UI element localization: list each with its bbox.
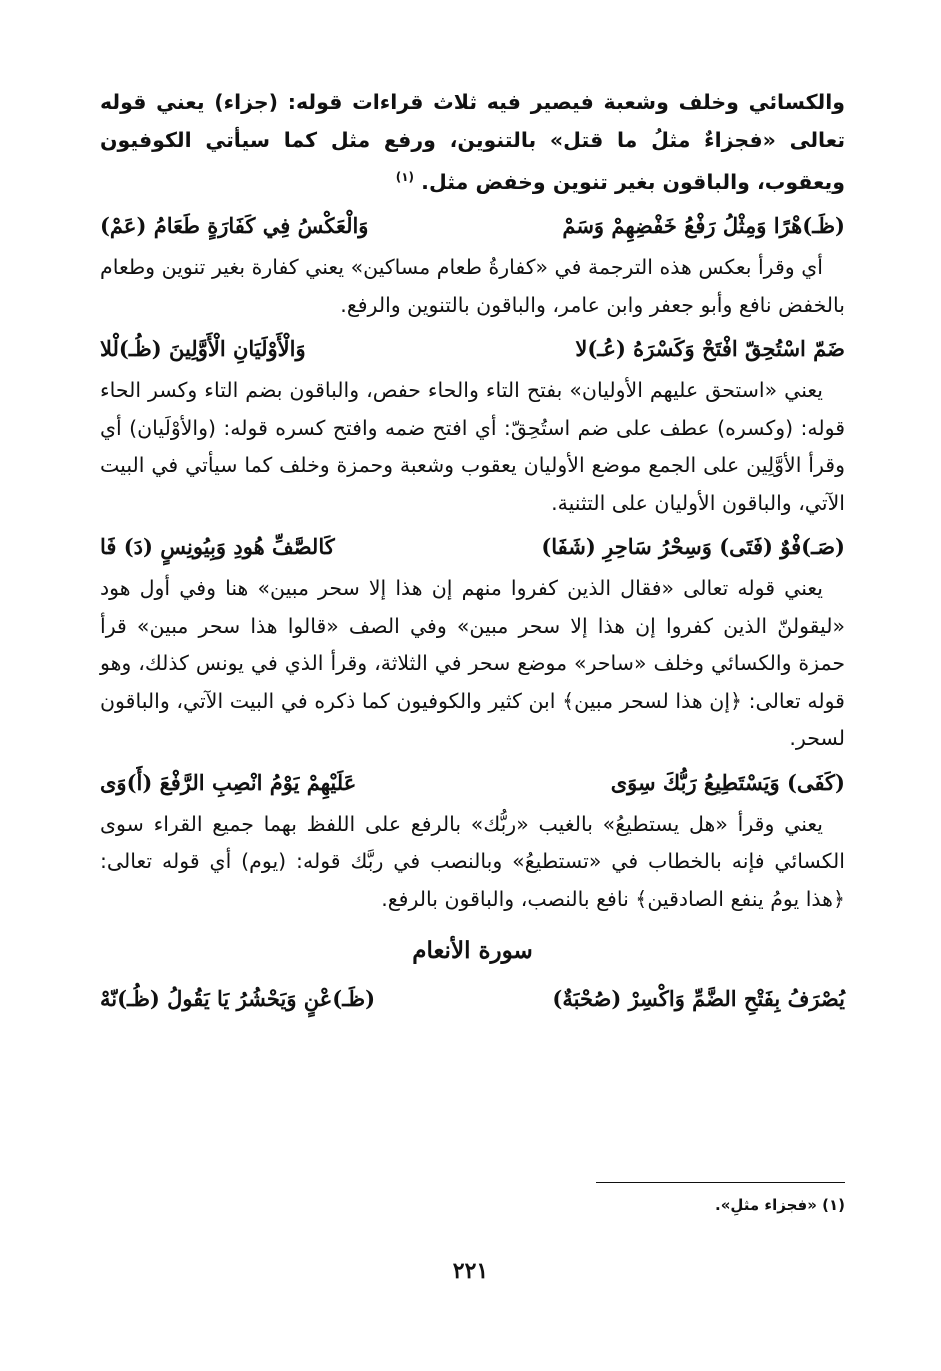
verse-line-1 <box>100 209 845 243</box>
page-number: ٢٢١ <box>452 1258 489 1284</box>
verse-hemistich-right: ضَمّ اسْتُحِقّ افْتَحْ وَكَسْرَهُ (عُـ)لا <box>575 336 845 362</box>
verse-hemistich-left: كَالصَّفِّ هُودِ وَبِيُونِسٍ (دَ) فَا <box>100 534 335 560</box>
verse-hemistich-right: يُصْرَفُ بِفَتْحِ الضَّمِّ وَاكْسِرْ (صُحْبَةٌ) <box>552 986 845 1012</box>
verse-hemistich-left: وَالْأَوْلَيَانِ الْأَوَّلِينَ (ظُـ)لْلا <box>100 336 306 362</box>
verse-hemistich-right: (كَفَى) وَيَسْتَطِيعُ رَبُّكَ سِوَى <box>610 769 845 795</box>
commentary-paragraph-1: أي وقرأ بعكس هذه الترجمة في «كفارةُ طعام مساكين» يعني كفارة بغير تنوين وطعام بالخفض نافع وأبو جعفر وابن عامر، والباقون بالتنوين والرفع. <box>100 255 845 317</box>
verse-line-2 <box>100 332 845 366</box>
verse-line-3 <box>100 530 845 564</box>
verse-hemistich-left: عَلَيْهِمْ يَوْمُ انْصِبِ الرَّفْعَ (أَ)وَى <box>100 769 357 795</box>
surah-title: سورة الأنعام <box>412 937 533 965</box>
commentary-paragraph-4: يعني وقرأ «هل يستطيعُ» بالغيب «ربُّك» بالرفع على اللفظ بهما جميع القراء سوى الكسائي فإنه بالخطاب في «تستطيعُ» وبالنصب في ربَّك قوله: (يوم) أي قوله تعالى: ﴿هذا يومُ ينفع الصادقين﴾ نافع بالنصب، والباقون بالرفع. <box>100 811 845 911</box>
intro-paragraph <box>100 84 845 201</box>
verse-hemistich-right: (ظَـ)هْرًا وَمِثْلُ رَفْعُ خَفْضِهِمْ وَسَمْ <box>562 213 845 239</box>
footnote-text: «فجزاء مثلِ». <box>715 1196 817 1214</box>
verse-line-4 <box>100 766 845 800</box>
verse-hemistich-left: وَالْعَكْسُ فِي كَفَارَةٍ طَعَامُ (عَمْ) <box>100 213 369 239</box>
footnote <box>715 1196 845 1214</box>
page-body <box>100 84 845 1022</box>
footnote-divider <box>596 1182 845 1183</box>
verse-hemistich-right: (صَـ)فْوٌ (فَتَى) وَسِحْرُ سَاحِرِ (شَفَا) <box>541 534 845 560</box>
intro-line-1: والكسائي وخلف وشعبة فيصير فيه ثلاث قراءات قوله: (جزاء) يعني قوله تعالى <box>100 90 846 152</box>
commentary-paragraph-2: يعني «استحق عليهم الأوليان» بفتح التاء والحاء حفص، والباقون بضم التاء وكسر الحاء قوله: (وكسره) عطف على ضم استُحِقّ: أي افتح ضمه وافتح كسره قوله: (والأوْلَيان) أي وقرأ الأوَّلِين على الجمع موضع الأوليان يعقوب وشعبة وحمزة وخلف كما سيأتي في البيت الآتي، والباقون الأوليان على التثنية. <box>100 378 845 515</box>
footnote-marker: (١) <box>395 170 415 184</box>
verse-hemistich-left: (ظَـ)عْنٍ وَيَحْشُرُ يَا يَقُولُ (ظُـ)نّهْ <box>100 986 376 1012</box>
footnote-number: (١) <box>822 1196 845 1214</box>
intro-line-2: «فجزاءٌ مثلُ ما قتل» بالتنوين، ورفع مثل كما سيأتي الكوفيون ويعقوب، والباقون <box>100 127 845 194</box>
verse-line-5 <box>100 982 845 1016</box>
commentary-paragraph-3: يعني قوله تعالى «فقال الذين كفروا منهم إن هذا إلا سحر مبين» هنا وفي أول هود «ليقولنّ الذين كفروا إن هذا إلا سحر مبين» وفي الصف «قالوا هذا سحر مبين» قرأ حمزة والكسائي وخلف «ساحر» موضع سحر في الثلاثة، وقرأ الذي في يونس كذلك، وهو قوله تعالى: ﴿إن هذا لسحر مبين﴾ ابن كثير والكوفيون كما ذكره في البيت الآتي، والباقون لسحر. <box>100 576 845 751</box>
intro-line-3: بغير تنوين وخفض مثل. <box>421 169 656 194</box>
